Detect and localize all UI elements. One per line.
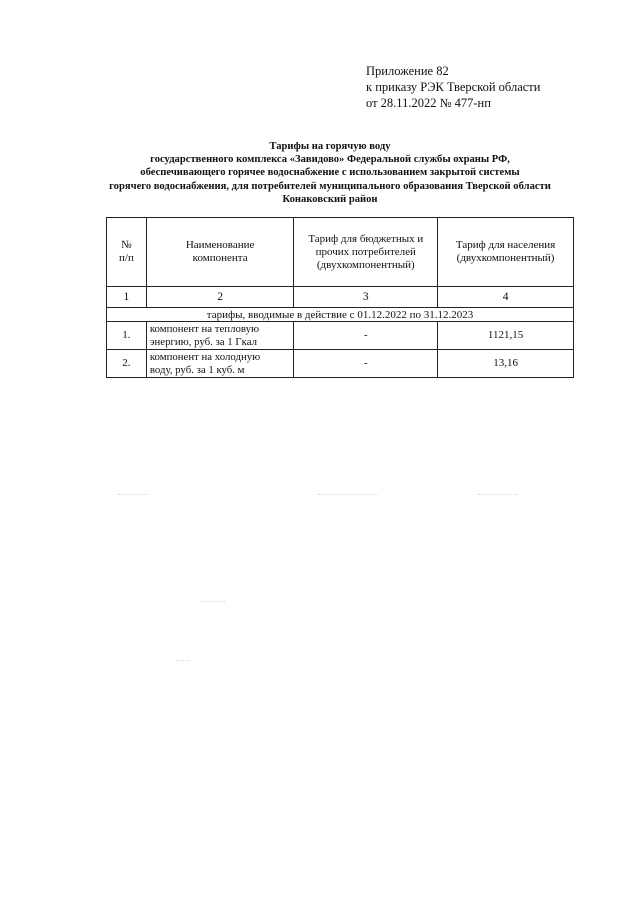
column-number: 2 — [146, 287, 294, 308]
title-line: Конаковский район — [282, 193, 378, 205]
title-line: горячего водоснабжения, для потребителей муниципального образования Тверской области — [109, 180, 551, 192]
header-num — [107, 218, 147, 287]
scan-artifact — [118, 494, 148, 496]
header-text: Наименование — [185, 239, 255, 251]
row-number: 2. — [107, 350, 147, 378]
component-name — [146, 350, 294, 378]
title-line: Тарифы на горячую воду — [269, 141, 391, 152]
header-population-tariff — [438, 218, 574, 287]
period-label: тарифы, вводимые в действие с 01.12.2022 по 31.12.2023 — [107, 308, 574, 322]
scan-artifact — [176, 660, 190, 662]
title-line: обеспечивающего горячее водоснабжение с использованием закрытой системы — [140, 167, 520, 179]
population-tariff-value: 13,16 — [438, 350, 574, 378]
row-number: 1. — [107, 322, 147, 350]
population-tariff-value: 1121,15 — [438, 322, 574, 350]
header-text: Тариф для населения — [455, 239, 556, 251]
header-name — [146, 218, 294, 287]
scan-artifact — [200, 601, 225, 603]
header-text: (двухкомпонентный) — [316, 258, 415, 271]
header-text: (двухкомпонентный) — [456, 252, 555, 264]
document-title — [90, 140, 570, 206]
period-row — [107, 308, 574, 322]
component-name — [146, 322, 294, 350]
header-text: Тариф для бюджетных и — [308, 232, 424, 245]
header-text: п/п — [119, 252, 134, 264]
budget-tariff-value: - — [294, 350, 438, 378]
table-header-row — [107, 218, 574, 287]
table-row — [107, 322, 574, 350]
title-line: государственного комплекса «Завидово» Федеральной службы охраны РФ, — [150, 154, 510, 166]
column-number: 3 — [294, 287, 438, 308]
header-budget-tariff — [294, 218, 438, 287]
appendix-number: Приложение 82 — [366, 64, 449, 78]
column-number: 4 — [438, 287, 574, 308]
header-text: № — [121, 239, 132, 251]
column-number: 1 — [107, 287, 147, 308]
budget-tariff-value: - — [294, 322, 438, 350]
scan-artifact — [318, 494, 378, 496]
appendix-reference — [366, 63, 540, 111]
component-name-text: компонент на тепловую — [149, 322, 260, 335]
header-text: компонента — [192, 252, 248, 264]
component-name-text: энергию, руб. за 1 Гкал — [149, 335, 257, 348]
scan-artifact — [478, 494, 518, 496]
column-number-row — [107, 287, 574, 308]
appendix-order: к приказу РЭК Тверской области — [366, 80, 541, 94]
component-name-text: воду, руб. за 1 куб. м — [149, 363, 245, 376]
header-text: прочих потребителей — [315, 245, 416, 258]
component-name-text: компонент на холодную — [149, 350, 261, 363]
tariff-table — [106, 217, 574, 378]
appendix-date: от 28.11.2022 № 477-нп — [366, 96, 491, 110]
table-row — [107, 350, 574, 378]
